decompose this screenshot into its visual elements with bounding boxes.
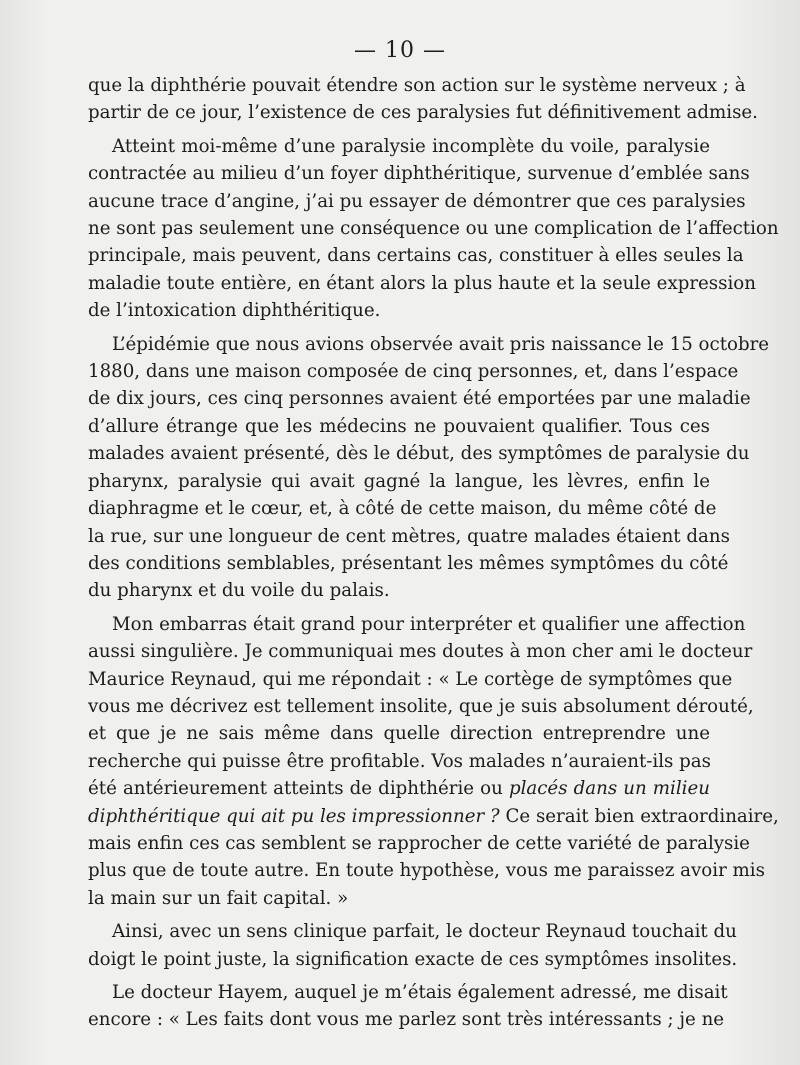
- paragraph-4: [88, 611, 779, 912]
- text-line: Le docteur Hayem, auquel je m’étais également adressé, me disait: [112, 982, 728, 1003]
- body-text: [88, 72, 779, 1040]
- text-line: Maurice Reynaud, qui me répondait : « Le cortège de symptômes que: [88, 668, 733, 690]
- text-line: la main sur un fait capital. »: [88, 887, 349, 909]
- paragraph-5: [88, 918, 738, 973]
- text-line: de l’intoxication diphthéritique.: [88, 300, 381, 322]
- text-line: aucune trace d’angine, j’ai pu essayer de démontrer que ces paralysies: [88, 190, 746, 212]
- text-line: partir de ce jour, l’existence de ces paralysies fut définitivement admise.: [88, 102, 758, 124]
- paragraph-2: [88, 133, 779, 325]
- text-segment: Ce serait bien extraordinaire,: [505, 805, 779, 827]
- text-line: contractée au milieu d’un foyer diphthéritique, survenue d’emblée sans: [88, 163, 750, 185]
- text-line: des conditions semblables, présentant les mêmes symptômes du côté: [88, 552, 729, 574]
- text-line: vous me décrivez est tellement insolite, que je suis absolument dérouté,: [88, 695, 754, 717]
- text-line: maladie toute entière, en étant alors la plus haute et la seule expression: [88, 272, 756, 294]
- paragraph-1: [88, 72, 758, 127]
- text-line: malades avaient présenté, dès le début, des symptômes de paralysie du: [88, 443, 750, 465]
- text-line: encore : « Les faits dont vous me parlez sont très intéressants ; je ne: [88, 1009, 725, 1031]
- text-line: recherche qui puisse être profitable. Vos malades n’auraient-ils pas: [88, 750, 711, 772]
- text-line: mais enfin ces cas semblent se rapprocher de cette variété de paralysie: [88, 832, 750, 854]
- text-line: pharynx, paralysie qui avait gagné la langue, les lèvres, enfin le: [88, 470, 710, 492]
- text-line: de dix jours, ces cinq personnes avaient été emportées par une maladie: [88, 388, 751, 410]
- text-line: 1880, dans une maison composée de cinq personnes, et, dans l’espace: [88, 361, 739, 383]
- italic-text: diphthéritique qui ait pu les impressionner ?: [88, 805, 500, 827]
- text-line: plus que de toute autre. En toute hypothèse, vous me paraissez avoir mis: [88, 860, 765, 882]
- italic-text: placés dans un milieu: [508, 778, 710, 800]
- text-segment: été antérieurement atteints de diphthérie ou: [88, 778, 503, 800]
- page-number: — 10 —: [354, 38, 446, 63]
- text-line: la rue, sur une longueur de cent mètres, quatre malades étaient dans: [88, 525, 730, 547]
- text-line: [88, 803, 779, 830]
- paragraph-6: [88, 979, 728, 1034]
- text-line: du pharynx et du voile du palais.: [88, 580, 390, 602]
- text-line: doigt le point juste, la signification exacte de ces symptômes insolites.: [88, 948, 738, 970]
- text-line: Mon embarras était grand pour interpréter et qualifier une affection: [112, 613, 746, 635]
- text-line: diaphragme et le cœur, et, à côté de cette maison, du même côté de: [88, 498, 717, 520]
- text-line: principale, mais peuvent, dans certains cas, constituer à elles seules la: [88, 245, 744, 267]
- text-line: aussi singulière. Je communiquai mes doutes à mon cher ami le docteur: [88, 641, 753, 663]
- text-line: [88, 775, 710, 802]
- text-line: et que je ne sais même dans quelle direction entreprendre une: [88, 723, 710, 745]
- text-line: Ainsi, avec un sens clinique parfait, le docteur Reynaud touchait du: [112, 921, 737, 943]
- text-line: que la diphthérie pouvait étendre son action sur le système nerveux ; à: [88, 75, 746, 96]
- text-line: d’allure étrange que les médecins ne pouvaient qualifier. Tous ces: [88, 415, 710, 437]
- text-line: Atteint moi-même d’une paralysie incomplète du voile, paralysie: [112, 135, 710, 157]
- paragraph-3: [88, 331, 770, 605]
- text-line: ne sont pas seulement une conséquence ou une complication de l’affection: [88, 218, 779, 240]
- text-line: L’épidémie que nous avions observée avait pris naissance le 15 octobre: [112, 333, 770, 355]
